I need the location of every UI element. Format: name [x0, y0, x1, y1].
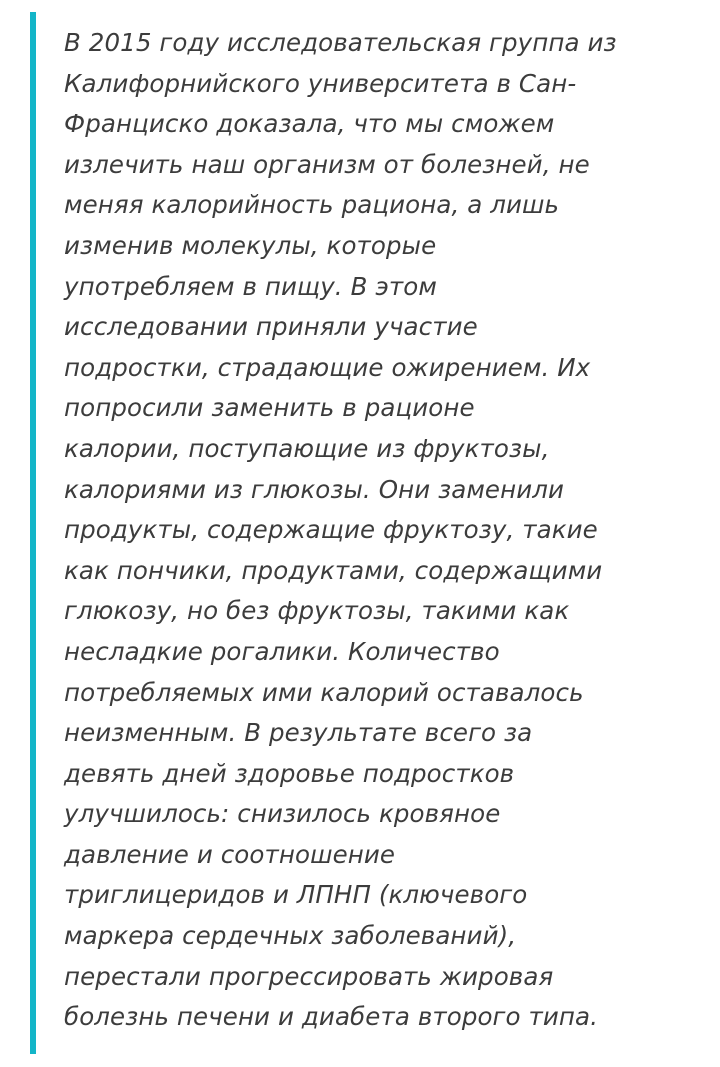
quote-line: маркера сердечных заболеваний), — [64, 921, 517, 951]
quote-line: В 2015 году исследовательская группа из — [64, 28, 617, 57]
quote-line: улучшилось: снизилось кровяное — [64, 799, 501, 829]
quote-line: употребляем в пищу. В этом — [64, 271, 437, 301]
quote-line: калории, поступающие из фруктозы, — [64, 433, 550, 463]
quote-line: попросили заменить в рационе — [64, 393, 475, 423]
quote-line: потребляемых ими калорий оставалось — [64, 677, 584, 707]
quote-line: перестали прогрессировать жировая — [64, 961, 554, 991]
quote-text — [64, 23, 704, 1038]
quote-line: несладкие рогалики. Количество — [64, 636, 500, 666]
quote-line: девять дней здоровье подростков — [64, 758, 515, 788]
quote-accent-bar — [30, 12, 36, 1054]
quote-line: глюкозу, но без фруктозы, такими как — [64, 596, 570, 626]
quote-line: изменив молекулы, которые — [64, 230, 437, 260]
quote-line: калориями из глюкозы. Они заменили — [64, 474, 565, 504]
quote-line: Калифорнийского университета в Сан- — [64, 68, 577, 98]
quote-line: триглицеридов и ЛПНП (ключевого — [64, 880, 528, 910]
quote-line: исследовании приняли участие — [64, 312, 478, 342]
quote-line: продукты, содержащие фруктозу, такие — [64, 515, 598, 545]
quote-line: Франциско доказала, что мы сможем — [64, 109, 555, 139]
quote-line: давление и соотношение — [64, 839, 396, 869]
quote-line: излечить наш организм от болезней, не — [64, 149, 590, 179]
quote-line: неизменным. В результате всего за — [64, 718, 533, 748]
quote-line: как пончики, продуктами, содержащими — [64, 555, 603, 585]
quote-line: меняя калорийность рациона, а лишь — [64, 190, 560, 220]
quote-line: болезнь печени и диабета второго типа. — [64, 1002, 599, 1032]
quote-line: подростки, страдающие ожирением. Их — [64, 352, 591, 382]
